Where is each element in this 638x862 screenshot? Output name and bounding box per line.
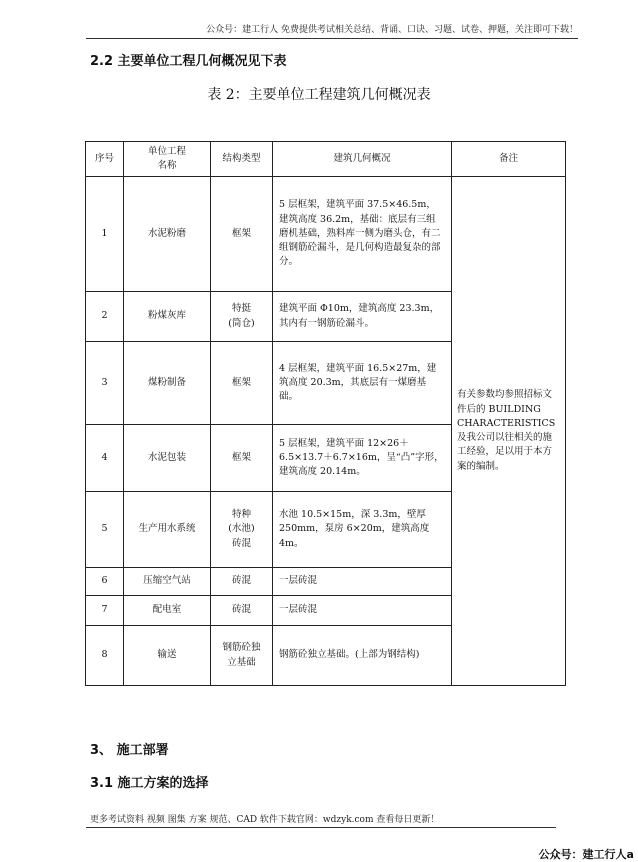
cell-structure: 钢筋砼独 立基础	[211, 626, 273, 686]
section-3-title: 3、 施工部署	[90, 743, 169, 758]
cell-desc: 建筑平面 Φ10m，建筑高度 23.3m，其内有一钢筋砼漏斗。	[273, 292, 452, 342]
cell-structure: 特种 (水池) 砖混	[211, 492, 273, 568]
cell-structure: 框架	[211, 342, 273, 425]
table-row	[86, 177, 566, 292]
cell-no: 4	[86, 425, 124, 492]
cell-structure: 框架	[211, 177, 273, 292]
section-2-2-title: 2.2 主要单位工程几何概况见下表	[90, 54, 287, 69]
cell-desc: 5 层框架，建筑平面 37.5×46.5m，建筑高度 36.2m，基础：底层有三组磨机基础，熟料库一侧为磨头仓，有二组钢筋砼漏斗，是几何构造最复杂的部分。	[273, 177, 452, 292]
cell-structure: 砖混	[211, 568, 273, 596]
cell-name: 生产用水系统	[124, 492, 211, 568]
cell-name: 水泥粉磨	[124, 177, 211, 292]
cell-no: 3	[86, 342, 124, 425]
cell-structure: 砖混	[211, 596, 273, 626]
footer-divider	[86, 827, 556, 828]
cell-no: 7	[86, 596, 124, 626]
page-header: 公众号：建工行人 免费提供考试相关总结、背诵、口诀、习题、试卷、押题，关注即可下载！	[86, 22, 578, 39]
cell-name: 煤粉制备	[124, 342, 211, 425]
cell-no: 8	[86, 626, 124, 686]
geometry-table	[85, 141, 566, 686]
col-header-name: 单位工程 名称	[124, 142, 211, 177]
cell-name: 粉煤灰库	[124, 292, 211, 342]
cell-structure: 特挺 (筒仓)	[211, 292, 273, 342]
cell-structure: 框架	[211, 425, 273, 492]
cell-no: 2	[86, 292, 124, 342]
cell-name: 压缩空气站	[124, 568, 211, 596]
cell-no: 1	[86, 177, 124, 292]
col-header-note: 备注	[452, 142, 566, 177]
section-3-1-title: 3.1 施工方案的选择	[90, 776, 209, 791]
table-caption: 表 2：主要单位工程建筑几何概况表	[207, 87, 431, 103]
cell-desc: 5 层框架，建筑平面 12×26＋6.5×13.7＋6.7×16m，呈“凸”字形，建筑高度 20.14m。	[273, 425, 452, 492]
cell-no: 5	[86, 492, 124, 568]
cell-note: 有关参数均参照招标文件后的 BUILDING CHARACTERISTICS 及我公司以往相关的施工经验，足以用于本方案的编制。	[452, 177, 566, 686]
footer-note: 更多考试资料 视频 图集 方案 规范、CAD 软件下载官网：wdzyk.com 查看每日更新！	[90, 815, 440, 825]
cell-name: 输送	[124, 626, 211, 686]
cell-desc: 一层砖混	[273, 596, 452, 626]
cell-desc: 4 层框架，建筑平面 16.5×27m，建筑高度 20.3m，其底层有一煤磨基础。	[273, 342, 452, 425]
cell-name: 配电室	[124, 596, 211, 626]
cell-desc: 钢筋砼独立基础。(上部为钢结构)	[273, 626, 452, 686]
col-header-desc: 建筑几何概况	[273, 142, 452, 177]
cell-name: 水泥包装	[124, 425, 211, 492]
cell-desc: 水池 10.5×15m，深 3.3m，壁厚 250mm，泵房 6×20m，建筑高度 4m。	[273, 492, 452, 568]
corner-watermark: 公众号：建工行人a	[538, 848, 634, 861]
col-header-structure: 结构类型	[211, 142, 273, 177]
cell-desc: 一层砖混	[273, 568, 452, 596]
col-header-no: 序号	[86, 142, 124, 177]
table-header-row	[86, 142, 566, 177]
cell-no: 6	[86, 568, 124, 596]
